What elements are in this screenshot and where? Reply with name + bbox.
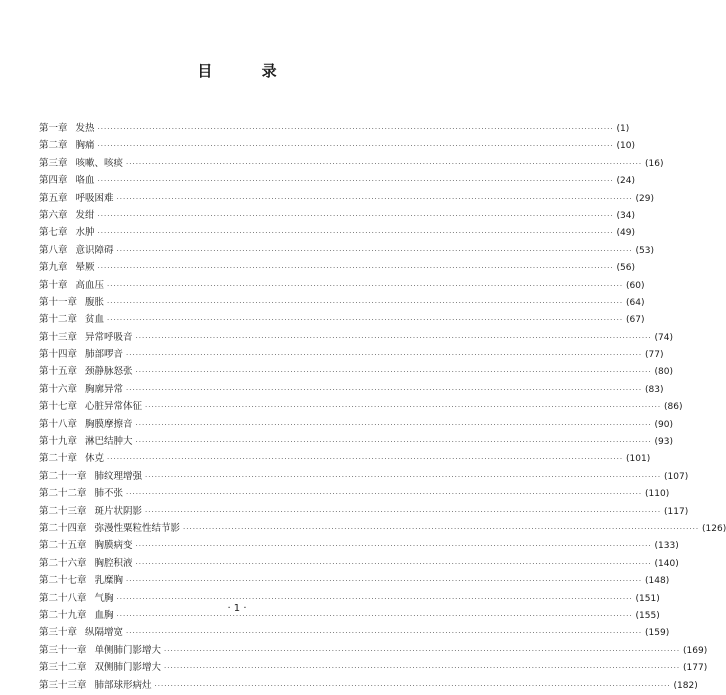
toc-entry[interactable] bbox=[39, 137, 636, 154]
toc-entry[interactable] bbox=[39, 572, 670, 589]
toc-dot-leader: ································································································································································ bbox=[164, 664, 681, 673]
toc-chapter-title: 颈静脉怒张 bbox=[85, 366, 133, 378]
toc-entry[interactable] bbox=[39, 677, 698, 694]
toc-entry[interactable] bbox=[39, 398, 683, 415]
toc-dot-leader: ································································································································································ bbox=[97, 211, 614, 220]
toc-page-number: (86) bbox=[664, 402, 683, 413]
toc-chapter-title: 异常呼吸音 bbox=[85, 331, 133, 343]
toc-chapter-title: 休克 bbox=[85, 453, 105, 465]
toc-entry[interactable] bbox=[39, 311, 645, 328]
toc-dot-leader: ································································································································································ bbox=[135, 559, 652, 568]
toc-chapter-number: 第二十四章 bbox=[39, 522, 87, 534]
toc-chapter-number: 第九章 bbox=[39, 262, 68, 274]
toc-dot-leader: ································································································································································ bbox=[135, 542, 652, 551]
toc-page-number: (133) bbox=[654, 541, 679, 552]
toc-chapter-title: 晕厥 bbox=[75, 262, 95, 274]
toc-page-number: (117) bbox=[664, 506, 689, 517]
toc-entry[interactable] bbox=[39, 172, 636, 189]
toc-chapter-title: 血胸 bbox=[94, 609, 114, 621]
toc-chapter-title: 心脏异常体征 bbox=[85, 401, 143, 413]
toc-chapter-title: 高血压 bbox=[75, 279, 105, 291]
toc-chapter-number: 第十二章 bbox=[39, 314, 78, 326]
toc-dot-leader: ································································································································································ bbox=[126, 577, 643, 586]
toc-entry[interactable] bbox=[39, 346, 664, 363]
toc-page-number: (151) bbox=[635, 593, 660, 604]
toc-dot-leader: ································································································································································ bbox=[145, 507, 662, 516]
toc-entry[interactable] bbox=[39, 485, 670, 502]
toc-dot-leader: ································································································································································ bbox=[164, 646, 681, 655]
toc-dot-leader: ································································································································································ bbox=[97, 264, 614, 273]
toc-entry[interactable] bbox=[39, 155, 664, 172]
toc-chapter-number: 第三十一章 bbox=[39, 644, 87, 656]
toc-dot-leader: ································································································································································ bbox=[145, 472, 662, 481]
toc-entry[interactable] bbox=[39, 503, 689, 520]
toc-dot-leader: ································································································································································ bbox=[126, 159, 643, 168]
page-number: · 1 · bbox=[227, 603, 247, 614]
toc-dot-leader: ································································································································································ bbox=[107, 281, 624, 290]
toc-chapter-number: 第三十二章 bbox=[39, 662, 87, 674]
toc-page-number: (107) bbox=[664, 471, 689, 482]
toc-chapter-title: 肺部啰音 bbox=[85, 349, 124, 361]
toc-entry[interactable] bbox=[39, 659, 708, 676]
toc-entry[interactable] bbox=[39, 242, 655, 259]
toc-chapter-title: 咳嗽、咳痰 bbox=[75, 157, 124, 169]
toc-chapter-title: 肺部球形病灶 bbox=[94, 679, 152, 691]
toc-entry[interactable] bbox=[39, 468, 689, 485]
toc-page-number: (155) bbox=[635, 610, 660, 621]
toc-dot-leader: ································································································································································ bbox=[116, 194, 633, 203]
toc-chapter-number: 第十七章 bbox=[39, 401, 78, 413]
toc-chapter-number: 第八章 bbox=[39, 244, 68, 256]
toc-chapter-number: 第七章 bbox=[39, 227, 68, 239]
toc-chapter-title: 胸膜病变 bbox=[94, 540, 133, 552]
toc-page-number: (80) bbox=[654, 367, 674, 378]
toc-dot-leader: ································································································································································ bbox=[116, 594, 633, 603]
toc-dot-leader: ································································································································································ bbox=[135, 368, 652, 377]
toc-chapter-number: 第三章 bbox=[39, 157, 68, 169]
toc-dot-leader: ································································································································································ bbox=[107, 455, 624, 464]
toc-chapter-number: 第一章 bbox=[39, 123, 68, 134]
toc-dot-leader: ································································································································································ bbox=[97, 125, 614, 133]
toc-entry[interactable] bbox=[39, 381, 664, 398]
toc-page-number: (64) bbox=[626, 297, 645, 308]
toc-page-number: (101) bbox=[626, 454, 651, 465]
toc-chapter-number: 第二十七章 bbox=[39, 575, 87, 587]
toc-entry[interactable] bbox=[39, 450, 651, 467]
toc-page-number: (110) bbox=[645, 489, 670, 500]
toc-page-number: (83) bbox=[645, 384, 664, 395]
toc-chapter-title: 淋巴结肿大 bbox=[85, 436, 133, 448]
toc-entry[interactable] bbox=[39, 294, 645, 311]
toc-chapter-title: 水肿 bbox=[75, 227, 95, 239]
toc-dot-leader: ································································································································································ bbox=[154, 681, 671, 690]
toc-chapter-number: 第十九章 bbox=[39, 436, 78, 448]
toc-chapter-number: 第二十三章 bbox=[39, 505, 87, 517]
toc-chapter-number: 第四章 bbox=[39, 175, 68, 187]
toc-chapter-number: 第二十九章 bbox=[39, 609, 87, 621]
toc-chapter-number: 第十六章 bbox=[39, 383, 78, 395]
toc-chapter-number: 第十四章 bbox=[39, 349, 78, 361]
toc-chapter-number: 第五章 bbox=[39, 192, 68, 204]
toc-chapter-title: 胸膜摩擦音 bbox=[85, 418, 133, 430]
toc-chapter-number: 第二十二章 bbox=[39, 488, 87, 500]
toc-entry[interactable] bbox=[39, 190, 655, 207]
toc-page-number: (159) bbox=[645, 628, 670, 639]
toc-dot-leader: ································································································································································ bbox=[97, 177, 614, 186]
toc-chapter-title: 贫血 bbox=[85, 314, 105, 326]
toc-page-number: (74) bbox=[654, 332, 674, 343]
toc-page-number: (90) bbox=[654, 419, 674, 430]
toc-page-number: (67) bbox=[626, 315, 645, 326]
toc-chapter-number: 第十一章 bbox=[39, 296, 78, 308]
toc-page-number: (77) bbox=[645, 350, 664, 361]
toc-chapter-number: 第六章 bbox=[39, 209, 68, 221]
toc-chapter-number: 第二章 bbox=[39, 140, 68, 152]
toc-dot-leader: ································································································································································ bbox=[97, 229, 614, 238]
toc-page-number: (24) bbox=[616, 176, 636, 187]
toc-chapter-number: 第十五章 bbox=[39, 366, 78, 378]
toc-dot-leader: ································································································································································ bbox=[126, 385, 643, 394]
toc-chapter-number: 第二十八章 bbox=[39, 592, 87, 604]
toc-chapter-title: 肺不张 bbox=[94, 488, 124, 500]
toc-dot-leader: ································································································································································ bbox=[116, 611, 633, 620]
page-title: 目 录 bbox=[197, 62, 299, 80]
toc-page-number: (60) bbox=[626, 280, 645, 291]
toc-dot-leader: ································································································································································ bbox=[107, 316, 624, 325]
toc-chapter-title: 弥漫性粟粒性结节影 bbox=[94, 522, 181, 534]
toc-chapter-title: 意识障碍 bbox=[75, 244, 114, 256]
toc-dot-leader: ································································································································································ bbox=[126, 490, 643, 499]
toc-entry[interactable] bbox=[39, 120, 630, 137]
toc-chapter-title: 双侧肺门影增大 bbox=[94, 662, 162, 674]
toc-page-number: (177) bbox=[683, 663, 708, 674]
toc-dot-leader: ································································································································································ bbox=[116, 246, 633, 255]
toc-chapter-number: 第二十章 bbox=[39, 453, 78, 465]
toc-chapter-title: 单侧肺门影增大 bbox=[94, 644, 162, 656]
toc-entry[interactable] bbox=[39, 224, 636, 241]
toc-page-number: (1) bbox=[616, 124, 630, 134]
toc-dot-leader: ································································································································································ bbox=[145, 403, 662, 412]
toc-chapter-title: 腹胀 bbox=[85, 296, 105, 308]
toc-chapter-title: 纵隔增宽 bbox=[85, 627, 124, 639]
toc-chapter-number: 第三十三章 bbox=[39, 679, 87, 691]
toc-chapter-number: 第十章 bbox=[39, 279, 68, 291]
toc-page-number: (53) bbox=[635, 245, 655, 256]
toc-page-number: (140) bbox=[654, 558, 679, 569]
toc-entry[interactable] bbox=[39, 624, 670, 641]
toc-entry[interactable] bbox=[39, 642, 708, 659]
toc-entry[interactable] bbox=[39, 520, 726, 537]
toc-entry[interactable] bbox=[39, 433, 674, 450]
toc-chapter-number: 第十三章 bbox=[39, 331, 78, 343]
toc-chapter-title: 咯血 bbox=[75, 175, 95, 187]
toc-chapter-title: 肺纹理增强 bbox=[94, 470, 143, 482]
toc-chapter-title: 胸痛 bbox=[75, 140, 95, 152]
toc-dot-leader: ································································································································································ bbox=[107, 298, 624, 307]
toc-chapter-title: 胸廓异常 bbox=[85, 383, 124, 395]
toc-entry[interactable] bbox=[39, 207, 636, 224]
toc-entry[interactable] bbox=[39, 555, 679, 572]
toc-page-number: (148) bbox=[645, 576, 670, 587]
toc-page-number: (169) bbox=[683, 645, 708, 656]
toc-chapter-number: 第二十一章 bbox=[39, 470, 87, 482]
toc-dot-leader: ································································································································································ bbox=[135, 420, 652, 429]
toc-page-number: (34) bbox=[616, 210, 636, 221]
toc-page-number: (49) bbox=[616, 228, 636, 239]
toc-dot-leader: ································································································································································ bbox=[183, 524, 700, 533]
toc-entry[interactable] bbox=[39, 277, 645, 294]
toc-page-number: (10) bbox=[616, 141, 636, 152]
toc-chapter-number: 第二十六章 bbox=[39, 557, 87, 569]
toc-dot-leader: ································································································································································ bbox=[126, 351, 643, 360]
toc-chapter-title: 斑片状阴影 bbox=[94, 505, 143, 517]
toc-page-number: (56) bbox=[616, 263, 636, 274]
toc-chapter-number: 第二十五章 bbox=[39, 540, 87, 552]
toc-chapter-title: 发绀 bbox=[75, 209, 95, 221]
toc-dot-leader: ································································································································································ bbox=[135, 438, 652, 447]
toc-chapter-number: 第十八章 bbox=[39, 418, 78, 430]
toc-entry[interactable] bbox=[39, 363, 674, 380]
toc-page-number: (182) bbox=[673, 680, 698, 691]
toc-entry[interactable] bbox=[39, 416, 674, 433]
toc-entry[interactable] bbox=[39, 329, 674, 346]
toc-dot-leader: ································································································································································ bbox=[135, 333, 652, 342]
toc-chapter-title: 胸腔积液 bbox=[94, 557, 133, 569]
toc-chapter-title: 呼吸困难 bbox=[75, 192, 114, 204]
toc-chapter-number: 第三十章 bbox=[39, 627, 78, 639]
toc-entry[interactable] bbox=[39, 537, 679, 554]
toc-chapter-title: 发热 bbox=[75, 123, 95, 134]
toc-entry[interactable] bbox=[39, 259, 636, 276]
toc-page-number: (93) bbox=[654, 437, 674, 448]
toc-page-number: (16) bbox=[645, 158, 664, 169]
toc-chapter-title: 乳糜胸 bbox=[94, 575, 124, 587]
toc-chapter-title: 气胸 bbox=[94, 592, 114, 604]
toc-page-number: (29) bbox=[635, 193, 655, 204]
toc-dot-leader: ································································································································································ bbox=[126, 629, 643, 638]
toc-page-number: (126) bbox=[702, 523, 726, 534]
toc-dot-leader: ································································································································································ bbox=[97, 142, 614, 151]
